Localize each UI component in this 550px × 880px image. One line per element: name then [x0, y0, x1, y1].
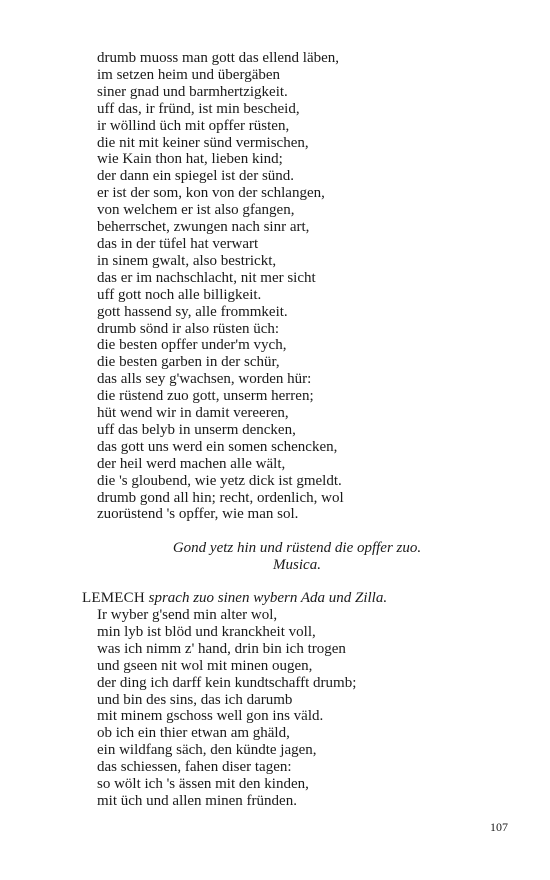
verse-line: so wölt ich 's ässen mit den kinden,: [97, 776, 309, 793]
verse-line: die besten garben in der schür,: [97, 354, 280, 371]
verse-line: das schiessen, fahen diser tagen:: [97, 759, 292, 776]
verse-line: uff das belyb in unserm dencken,: [97, 421, 296, 438]
verse-line: die besten opffer under'm vych,: [97, 337, 287, 354]
speaker-direction: sprach zuo sinen wybern Ada und Zilla.: [148, 590, 388, 606]
speaker-heading: [82, 590, 387, 607]
verse-line: im setzen heim und übergäben: [97, 66, 281, 83]
verse-line: siner gnad und barmhertzigkeit.: [97, 83, 288, 100]
verse-line: uff das, ir fründ, ist min bescheid,: [97, 100, 300, 117]
verse-line: beherrschet, zwungen nach sinr art,: [97, 219, 310, 236]
verse-line: die 's gloubend, wie yetz dick ist gmeldt.: [97, 472, 342, 489]
verse-line: Ir wyber g'send min alter wol,: [97, 607, 278, 623]
stage-direction: Gond yetz hin und rüstend die opffer zuo.: [172, 540, 422, 556]
verse-line: und gseen nit wol mit minen ougen,: [97, 657, 313, 674]
speaker-name: LEMECH: [82, 590, 145, 606]
verse-line: zuorüstend 's opffer, wie man sol.: [97, 506, 299, 523]
verse-line: die rüstend zuo gott, unserm herren;: [97, 388, 314, 405]
verse-line: hüt wend wir in damit vereeren,: [97, 405, 289, 422]
verse-line: das gott uns werd ein somen schencken,: [97, 438, 338, 455]
verse-line: der ding ich darff kein kundtschafft drumb;: [97, 674, 357, 691]
verse-line: die nit mit keiner sünd vermischen,: [97, 134, 309, 151]
verse-line: der dann ein spiegel ist der sünd.: [97, 168, 295, 185]
verse-line: das in der tüfel hat verwart: [97, 235, 259, 252]
verse-line: mit minem gschoss well gon ins väld.: [97, 708, 324, 725]
verse-line: von welchem er ist also gfangen,: [97, 202, 295, 219]
verse-line: drumb sönd ir also rüsten üch:: [97, 320, 280, 337]
verse-line: min lyb ist blöd und kranckheit voll,: [97, 623, 316, 640]
verse-line: drumb muoss man gott das ellend läben,: [97, 50, 340, 66]
verse-line: mit üch und allen minen fründen.: [97, 792, 297, 809]
verse-block-1: [97, 50, 344, 523]
verse-line: er ist der som, kon von der schlangen,: [97, 185, 325, 202]
verse-block-2: [97, 607, 356, 810]
page-number: 107: [490, 820, 508, 834]
verse-line: ein wildfang säch, den kündte jagen,: [97, 742, 317, 759]
verse-line: drumb gond all hin; recht, ordenlich, wol: [97, 489, 344, 506]
verse-line: was ich nimm z' hand, drin bin ich trogen: [97, 640, 346, 657]
verse-line: das alls sey g'wachsen, worden hür:: [97, 371, 312, 388]
verse-line: gott hassend sy, alle frommkeit.: [97, 303, 288, 320]
verse-line: und bin des sins, das ich darumb: [97, 691, 293, 708]
verse-line: in sinem gwalt, also bestrickt,: [97, 252, 277, 269]
verse-line: uff gott noch alle billigkeit.: [97, 286, 262, 303]
verse-line: das er im nachschlacht, nit mer sicht: [97, 269, 316, 286]
verse-line: ob ich ein thier etwan am ghäld,: [97, 725, 290, 742]
verse-line: wie Kain thon hat, lieben kind;: [97, 151, 283, 168]
verse-line: ir wöllind üch mit opffer rüsten,: [97, 117, 290, 134]
stage-direction-music: Musica.: [273, 557, 321, 573]
verse-line: der heil werd machen alle wält,: [97, 455, 286, 472]
